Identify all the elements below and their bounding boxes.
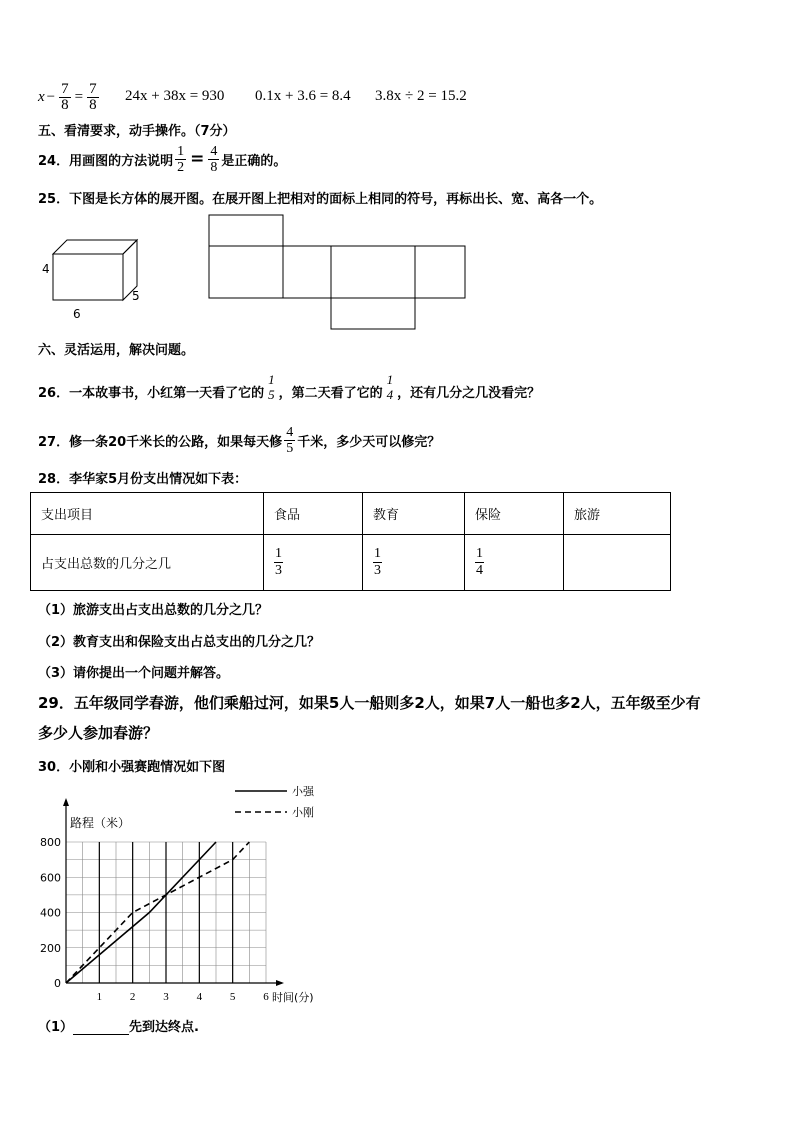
expense-table-header-row xyxy=(31,493,671,535)
question-30: 30．小刚和小强赛跑情况如下图 xyxy=(38,760,226,775)
q27-f-den: 5 xyxy=(286,440,294,456)
question-28: 28．李华家5月份支出情况如下表： xyxy=(38,472,248,487)
y-tick-label: 400 xyxy=(40,906,61,920)
q24-equals: = xyxy=(190,149,205,169)
net-face-3 xyxy=(331,246,415,298)
cuboid-figure xyxy=(40,232,160,322)
eq1-fraction xyxy=(59,82,71,113)
expense-travel-fraction[interactable] xyxy=(564,535,671,591)
eq1-var: x xyxy=(38,88,45,105)
legend-label-小强: 小强 xyxy=(292,785,314,798)
eq4: 3.8x ÷ 2 = 15.2 xyxy=(375,88,467,104)
net-face-top xyxy=(209,215,283,246)
q26-f2-den: 4 xyxy=(386,387,394,402)
cuboid-front-face xyxy=(53,254,123,300)
expense-row-label: 占支出总数的几分之几 xyxy=(31,535,264,591)
q28-sub-1: （1）旅游支出占支出总数的几分之几？ xyxy=(38,603,269,618)
food-den: 3 xyxy=(275,563,282,578)
q28-sub-3: （3）请你提出一个问题并解答。 xyxy=(38,666,230,681)
x-tick-label: 2 xyxy=(129,991,136,1003)
q30-sub1-prefix: （1） xyxy=(38,1020,74,1035)
q28-sub-2: （2）教育支出和保险支出占总支出的几分之几？ xyxy=(38,635,321,650)
q26-part1: 26．一本故事书，小红第一天看了它的 xyxy=(38,386,265,401)
y-tick-label: 200 xyxy=(40,941,61,955)
y-tick-label: 0 xyxy=(54,977,61,990)
q24-suffix: 是正确的。 xyxy=(221,153,287,169)
q24-f1-num: 1 xyxy=(177,143,185,159)
question-29-line-1: 29．五年级同学春游，他们乘船过河，如果5人一船则多2人，如果7人一船也多2人，五年级至少有 xyxy=(38,694,701,712)
q26-part2: ，第二天看了它的 xyxy=(278,386,383,401)
x-axis-arrow xyxy=(276,980,284,986)
x-tick-label: 6 xyxy=(263,991,269,1003)
question-25: 25．下图是长方体的展开图。在展开图上把相对的面标上相同的符号，再标出长、宽、高各一个。 xyxy=(38,192,603,207)
eq2: 24x + 38x = 930 xyxy=(125,88,225,104)
eq1-rfraction xyxy=(87,82,99,113)
insurance-num: 1 xyxy=(476,546,483,561)
eq1-rden: 8 xyxy=(89,96,97,113)
question-26 xyxy=(38,368,540,402)
education-num: 1 xyxy=(374,546,381,561)
education-den: 3 xyxy=(374,563,381,578)
q27-part1: 27．修一条20千米长的公路，如果每天修 xyxy=(38,434,283,450)
eq1-minus: − xyxy=(46,88,56,105)
x-tick-label: 4 xyxy=(196,991,203,1003)
eq3: 0.1x + 3.6 = 8.4 xyxy=(255,88,351,104)
section-5-heading: 五、看清要求，动手操作。（7分） xyxy=(38,124,236,139)
q27-f-num: 4 xyxy=(286,424,294,440)
equation-row xyxy=(38,78,101,116)
question-24 xyxy=(38,142,286,176)
legend-label-小刚: 小刚 xyxy=(292,806,314,819)
y-tick-label: 800 xyxy=(40,836,61,849)
x-tick-label: 3 xyxy=(163,991,169,1003)
q26-f1-num: 1 xyxy=(268,372,275,387)
expense-header-item: 支出项目 xyxy=(31,493,264,535)
q26-f1-den: 5 xyxy=(268,387,275,402)
x-axis-label: 时间(分) xyxy=(272,991,314,1004)
q26-fraction-1 xyxy=(266,372,277,402)
expense-food-fraction xyxy=(264,535,363,591)
q30-answer-blank[interactable] xyxy=(73,1022,129,1035)
q30-sub1-suffix: 先到达终点. xyxy=(129,1020,199,1035)
eq1-rnum: 7 xyxy=(89,80,97,97)
x-tick-label: 1 xyxy=(96,991,103,1003)
eq1-den: 8 xyxy=(61,96,69,113)
expense-header-travel: 旅游 xyxy=(564,493,671,535)
race-chart xyxy=(30,780,350,1010)
eq1-equals: = xyxy=(74,88,84,105)
q27-part2: 千米，多少天可以修完？ xyxy=(297,434,441,450)
x-tick-label: 5 xyxy=(229,991,236,1003)
expense-header-education: 教育 xyxy=(363,493,465,535)
net-face-1 xyxy=(209,246,283,298)
cuboid-height-label: 4 xyxy=(42,262,50,276)
q24-fraction-2 xyxy=(208,144,219,175)
expense-table-fraction-row xyxy=(31,535,671,591)
net-face-bottom xyxy=(331,298,415,329)
q24-f2-den: 8 xyxy=(210,159,218,175)
q26-f2-num: 1 xyxy=(386,372,394,387)
q26-part3: ，还有几分之几没看完？ xyxy=(397,386,541,401)
expense-header-insurance: 保险 xyxy=(465,493,564,535)
y-axis-arrow xyxy=(63,798,69,806)
question-29-line-2: 多少人参加春游？ xyxy=(38,724,159,742)
question-27 xyxy=(38,422,440,458)
cuboid-net xyxy=(205,212,475,334)
q24-prefix: 24．用画图的方法说明 xyxy=(38,153,174,169)
y-axis-label: 路程（米） xyxy=(70,816,131,830)
section-6-heading: 六、灵活运用，解决问题。 xyxy=(38,343,195,358)
net-face-2 xyxy=(283,246,331,298)
expense-insurance-fraction xyxy=(465,535,564,591)
expense-education-fraction xyxy=(363,535,465,591)
expense-table xyxy=(30,492,671,591)
q27-fraction xyxy=(284,425,295,456)
net-face-4 xyxy=(415,246,465,298)
expense-header-food: 食品 xyxy=(264,493,363,535)
q30-sub-1 xyxy=(38,1016,199,1035)
eq1-num: 7 xyxy=(61,80,69,97)
q24-f1-den: 2 xyxy=(177,159,185,175)
y-tick-label: 600 xyxy=(40,871,61,885)
cuboid-length-label: 6 xyxy=(73,307,81,321)
q24-fraction-1 xyxy=(175,144,186,175)
insurance-den: 4 xyxy=(476,563,483,578)
food-num: 1 xyxy=(275,546,282,561)
q24-f2-num: 4 xyxy=(210,143,218,159)
cuboid-width-label: 5 xyxy=(132,289,140,303)
q26-fraction-2 xyxy=(385,372,396,402)
